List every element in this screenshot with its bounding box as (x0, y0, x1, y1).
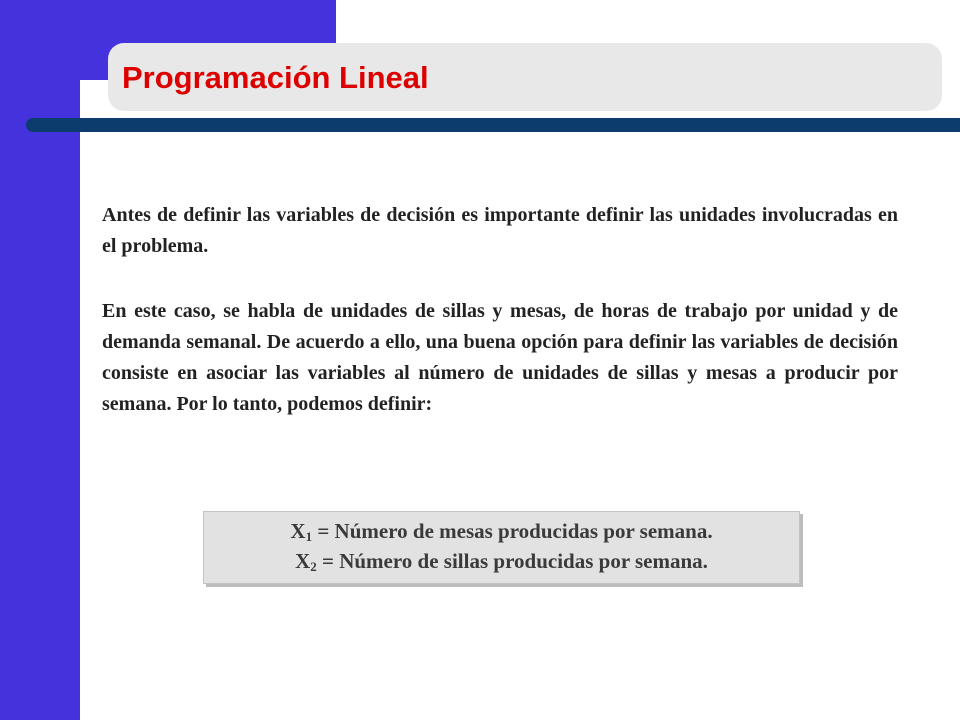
variable-subscript: 2 (310, 559, 317, 574)
definition-x2 (204, 546, 799, 576)
variable-definitions-box (203, 511, 800, 584)
definition-text: = Número de sillas producidas por semana. (316, 549, 708, 573)
variable-symbol: X (295, 549, 311, 573)
variable-symbol: X (290, 519, 306, 543)
paragraph-units-detail: En este caso, se habla de unidades de sillas y mesas, de horas de trabajo por unidad y de demanda semanal. De acuerdo a ello, una buena opción para definir las variables de decisión consiste en asociar las variables al número de unidades de sillas y mesas a producir por semana. Por lo tanto, podemos definir: (102, 300, 898, 415)
variable-subscript: 1 (305, 529, 313, 544)
title-underline-rule (26, 118, 960, 132)
paragraph-units-intro: Antes de definir las variables de decisión es importante definir las unidades involucradas en el problema. (102, 204, 898, 257)
sidebar-band (0, 0, 80, 720)
slide-title: Programación Lineal (122, 60, 429, 95)
definition-text: = Número de mesas producidas por semana. (312, 519, 713, 543)
definition-x1 (204, 516, 799, 546)
